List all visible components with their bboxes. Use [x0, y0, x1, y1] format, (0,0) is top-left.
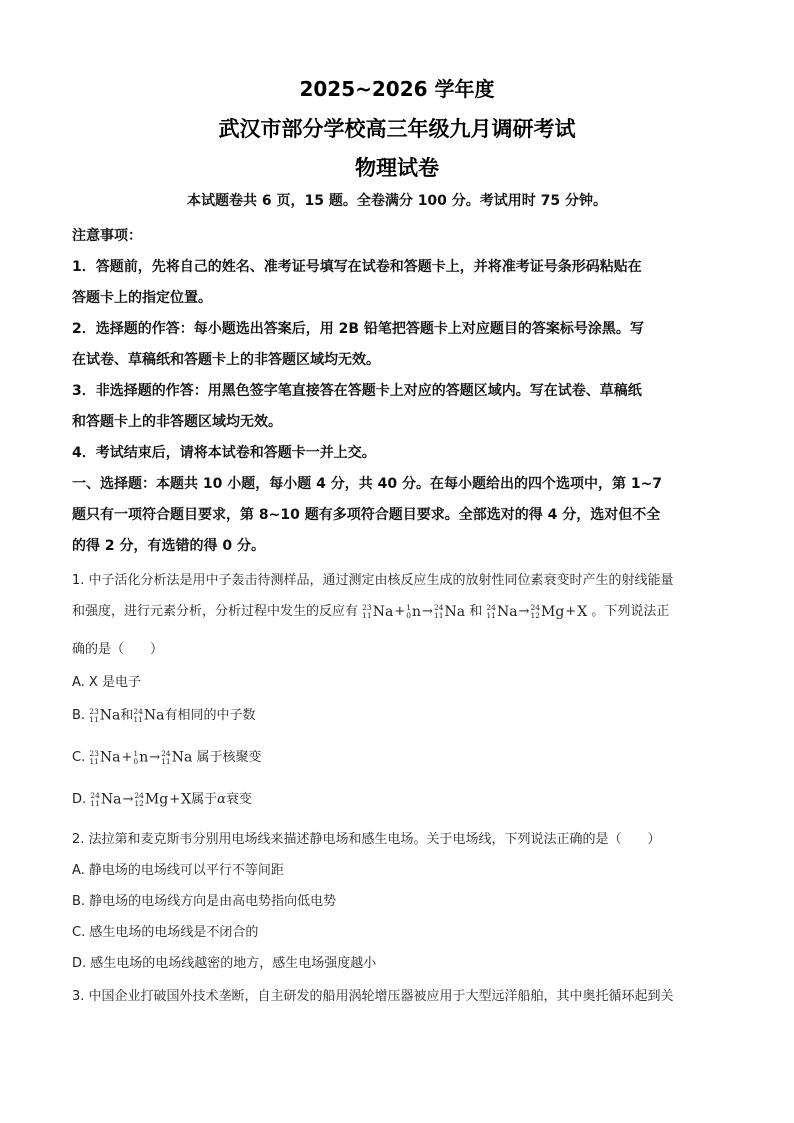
notice-item: 答题卡上的指定位置。 — [72, 290, 212, 306]
q1-option-a: A. X 是电子 — [72, 675, 141, 690]
subject-title: 物理试卷 — [355, 156, 439, 180]
notice-heading: 注意事项： — [72, 228, 142, 244]
exam-title: 武汉市部分学校高三年级九月调研考试 — [218, 117, 576, 141]
notice-item: 2．选择题的作答：每小题选出答案后，用 2B 铅笔把答题卡上对应题目的答案标号涂黑。写 — [72, 321, 644, 337]
notice-item: 4．考试结束后，请将本试卷和答题卡一并上交。 — [72, 445, 376, 461]
q1-and: 和 — [469, 604, 483, 619]
q1-option-c: C. 23 11 Na+ 1 0 n→ 24 11 Na 属于核聚变 — [72, 748, 262, 766]
q3-stem: 3. 中国企业打破国外技术垄断，自主研发的船用涡轮增压器被应用于大型远洋船舶，其中奥托循环起到关 — [72, 989, 674, 1004]
section-header: 一、选择题：本题共 10 小题，每小题 4 分，共 40 分。在每小题给出的四个选项中，第 1~7 — [72, 476, 663, 492]
section-header: 的得 2 分，有选错的得 0 分。 — [72, 538, 265, 554]
q2-option-d: D. 感生电场的电场线越密的地方，感生电场强度越小 — [72, 956, 377, 971]
q2-option-c: C. 感生电场的电场线是不闭合的 — [72, 925, 259, 940]
q1-option-d: D. 24 11 Na→ 24 12 Mg+X属于α衰变 — [72, 790, 252, 808]
exam-intro: 本试题卷共 6 页，15 题。全卷满分 100 分。考试用时 75 分钟。 — [186, 193, 608, 209]
q2-option-b: B. 静电场的电场线方向是由高电势指向低电势 — [72, 894, 337, 909]
notice-item: 和答题卡上的非答题区域均无效。 — [72, 414, 282, 430]
notice-item: 1．答题前，先将自己的姓名、准考证号填写在试卷和答题卡上，并将准考证号条形码粘贴在 — [72, 259, 642, 275]
q1-text-tail: 。下列说法正 — [591, 604, 670, 619]
notice-item: 3．非选择题的作答：用黑色签字笔直接答在答题卡上对应的答题区域内。写在试卷、草稿纸 — [72, 383, 642, 399]
q1-option-b: B. 23 11 Na和 24 11 Na有相同的中子数 — [72, 706, 256, 724]
q2-option-a: A. 静电场的电场线可以平行不等间距 — [72, 863, 284, 878]
reaction-2: 24 11 Na→ 24 12 Mg+X — [486, 602, 588, 620]
reaction-1: 23 11 Na+ 1 0 n→ 24 11 Na — [362, 602, 466, 620]
q1-stem-line2 — [72, 600, 732, 620]
q1-text: 和强度，进行元素分析，分析过程中发生的反应有 — [72, 604, 359, 619]
q2-stem: 2. 法拉第和麦克斯韦分别用电场线来描述静电场和感生电场。关于电场线，下列说法正确的是（ ） — [72, 832, 661, 847]
section-header: 题只有一项符合题目要求，第 8~10 题有多项符合题目要求。全部选对的得 4 分，选对但不全 — [72, 507, 661, 523]
q1-stem: 1. 中子活化分析法是用中子轰击待测样品，通过测定由核反应生成的放射性同位素衰变时产生的射线能量 — [72, 573, 674, 588]
q1-stem-line3: 确的是（ ） — [72, 642, 164, 657]
notice-item: 在试卷、草稿纸和答题卡上的非答题区域均无效。 — [72, 352, 380, 368]
exam-year: 2025~2026 学年度 — [299, 77, 495, 101]
